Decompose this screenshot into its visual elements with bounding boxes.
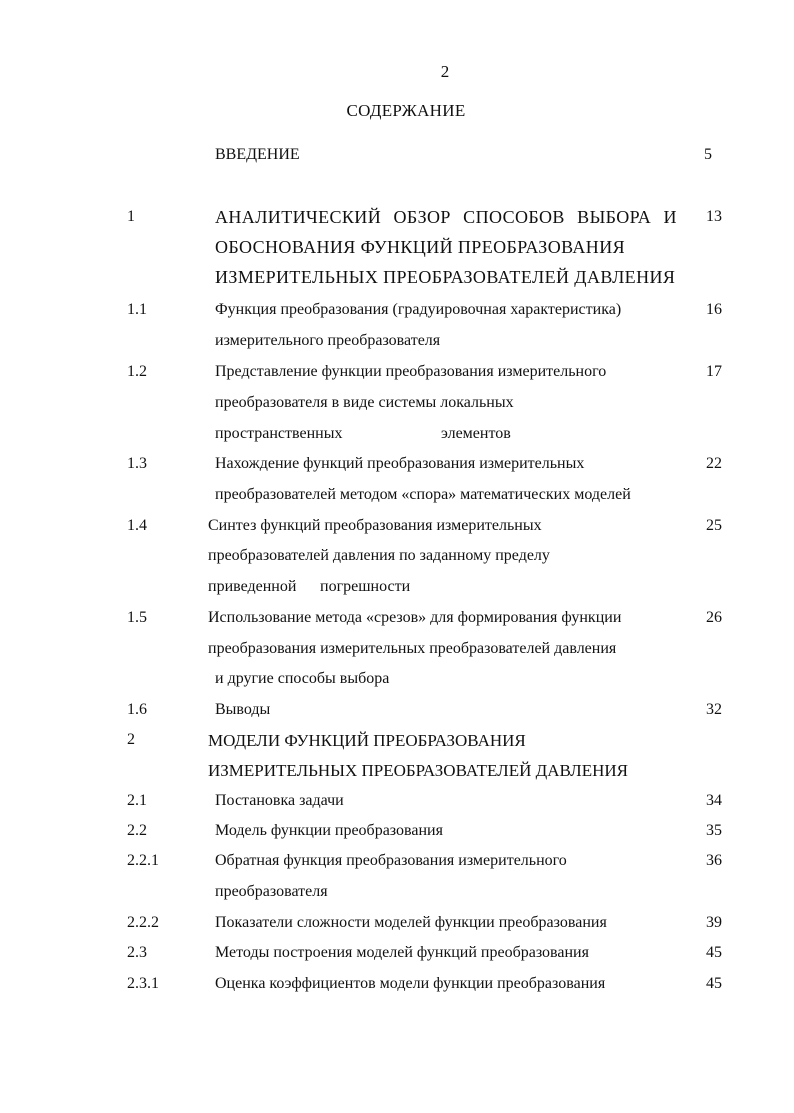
toc-entry-1-6-label: Выводы bbox=[215, 701, 271, 718]
toc-entry-1-2-number: 1.2 bbox=[127, 363, 147, 380]
toc-entry-1-word: ВЫБОРА bbox=[577, 207, 652, 227]
toc-entry-1-4-line3a: приведенной bbox=[208, 578, 297, 595]
toc-entry-2-2-label: Модель функции преобразования bbox=[215, 822, 443, 839]
toc-entry-1-2-page: 17 bbox=[706, 363, 722, 380]
toc-entry-1-word: И bbox=[663, 207, 677, 227]
toc-entry-1-6-number: 1.6 bbox=[127, 701, 147, 718]
toc-entry-1-5-number: 1.5 bbox=[127, 609, 147, 626]
toc-entry-1-line2: ОБОСНОВАНИЯ ФУНКЦИЙ ПРЕОБРАЗОВАНИЯ bbox=[215, 237, 625, 257]
toc-entry-2-2-1-number: 2.2.1 bbox=[127, 852, 159, 869]
toc-entry-2-3-label: Методы построения моделей функций преобразования bbox=[215, 944, 589, 961]
toc-entry-1-5-line1: Использование метода «срезов» для формирования функции bbox=[208, 609, 622, 626]
toc-entry-2-3-1-page: 45 bbox=[706, 975, 722, 992]
toc-entry-2-3-1-label: Оценка коэффициентов модели функции преобразования bbox=[215, 975, 606, 992]
toc-entry-1-3-page: 22 bbox=[706, 455, 722, 472]
toc-entry-1-4-page: 25 bbox=[706, 517, 722, 534]
toc-entry-1-line3: ИЗМЕРИТЕЛЬНЫХ ПРЕОБРАЗОВАТЕЛЕЙ ДАВЛЕНИЯ bbox=[215, 267, 676, 287]
toc-entry-1-word: СПОСОБОВ bbox=[463, 207, 565, 227]
toc-entry-2-2-2-label: Показатели сложности моделей функции преобразования bbox=[215, 914, 607, 931]
toc-entry-1-5-line2: преобразования измерительных преобразователей давления bbox=[208, 640, 617, 657]
toc-entry-1-1-line2: измерительного преобразователя bbox=[215, 332, 441, 349]
toc-entry-intro-label: ВВЕДЕНИЕ bbox=[215, 146, 300, 163]
toc-entry-1-5-line3: и другие способы выбора bbox=[215, 670, 390, 687]
toc-entry-1-line1 bbox=[215, 207, 677, 228]
toc-entry-1-2-line2: преобразователя в виде системы локальных bbox=[215, 394, 514, 411]
toc-entry-2-2-1-line2: преобразователя bbox=[215, 883, 328, 900]
toc-entry-1-4-line3b: погрешности bbox=[320, 578, 411, 595]
toc-entry-1-1-page: 16 bbox=[706, 301, 722, 318]
toc-entry-1-3-number: 1.3 bbox=[127, 455, 147, 472]
toc-entry-1-4-line2: преобразователей давления по заданному пределу bbox=[208, 547, 550, 564]
toc-entry-1-word: ОБЗОР bbox=[393, 207, 451, 227]
toc-entry-1-2-line1: Представление функции преобразования измерительного bbox=[215, 363, 607, 380]
toc-entry-2-3-1-number: 2.3.1 bbox=[127, 975, 159, 992]
toc-entry-intro-page: 5 bbox=[704, 146, 712, 163]
toc-entry-2-2-number: 2.2 bbox=[127, 822, 147, 839]
toc-entry-1-5-page: 26 bbox=[706, 609, 722, 626]
toc-entry-2-2-1-line1: Обратная функция преобразования измерительного bbox=[215, 852, 567, 869]
toc-entry-2-2-1-page: 36 bbox=[706, 852, 722, 869]
toc-entry-2-2-page: 35 bbox=[706, 822, 722, 839]
toc-entry-1-6-page: 32 bbox=[706, 701, 722, 718]
toc-entry-1-word: АНАЛИТИЧЕСКИЙ bbox=[215, 207, 382, 227]
toc-entry-1-4-number: 1.4 bbox=[127, 517, 147, 534]
toc-entry-2-line2: ИЗМЕРИТЕЛЬНЫХ ПРЕОБРАЗОВАТЕЛЕЙ ДАВЛЕНИЯ bbox=[208, 761, 628, 780]
toc-entry-1-4-line1: Синтез функций преобразования измерительных bbox=[208, 517, 542, 534]
toc-entry-1-1-number: 1.1 bbox=[127, 301, 147, 318]
toc-entry-1-2-line3a: пространственных bbox=[215, 425, 343, 442]
toc-entry-2-number: 2 bbox=[127, 731, 135, 748]
toc-entry-1-1-line1: Функция преобразования (градуировочная характеристика) bbox=[215, 301, 622, 318]
toc-entry-1-page: 13 bbox=[706, 208, 722, 225]
toc-entry-2-1-number: 2.1 bbox=[127, 792, 147, 809]
toc-entry-1-number: 1 bbox=[127, 208, 135, 225]
toc-entry-2-3-page: 45 bbox=[706, 944, 722, 961]
toc-entry-1-3-line1: Нахождение функций преобразования измерительных bbox=[215, 455, 585, 472]
toc-entry-2-1-page: 34 bbox=[706, 792, 722, 809]
page-title: СОДЕРЖАНИЕ bbox=[346, 101, 466, 120]
toc-entry-2-2-2-number: 2.2.2 bbox=[127, 914, 159, 931]
toc-entry-1-3-line2: преобразователей методом «спора» математических моделей bbox=[215, 486, 631, 503]
page-number: 2 bbox=[440, 62, 450, 81]
toc-entry-1-2-line3b: элементов bbox=[441, 425, 511, 442]
toc-entry-2-2-2-page: 39 bbox=[706, 914, 722, 931]
toc-entry-2-line1: МОДЕЛИ ФУНКЦИЙ ПРЕОБРАЗОВАНИЯ bbox=[208, 731, 526, 750]
toc-entry-2-1-label: Постановка задачи bbox=[215, 792, 344, 809]
toc-entry-2-3-number: 2.3 bbox=[127, 944, 147, 961]
